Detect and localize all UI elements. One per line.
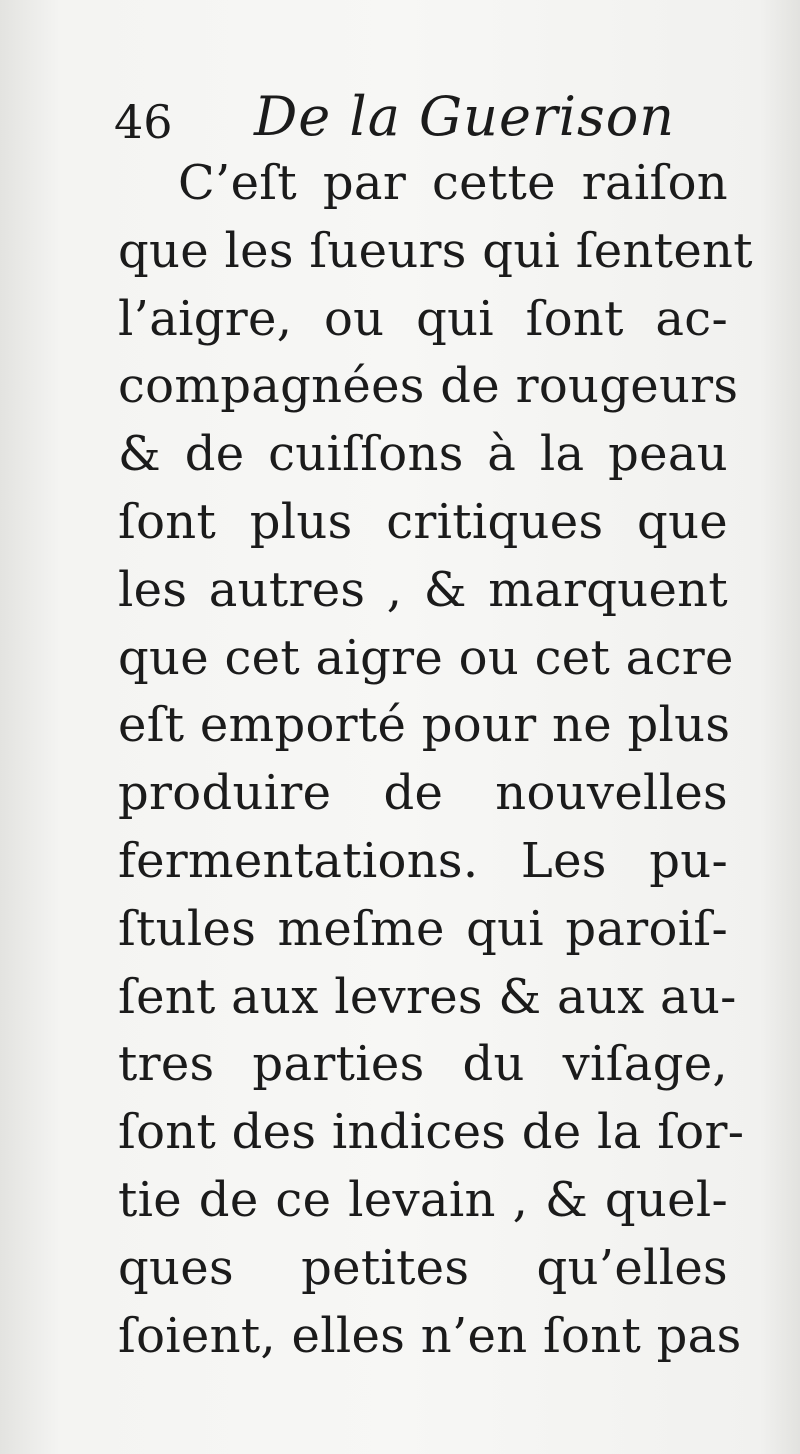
text-line: ſtules meſme qui paroiſ- bbox=[118, 900, 728, 957]
text-line: ſont plus critiques que bbox=[118, 493, 728, 550]
text-line: que cet aigre ou cet acre bbox=[118, 629, 734, 686]
text-line: C’eſt par cette raiſon bbox=[178, 155, 728, 211]
text-line: fermentations. Les pu- bbox=[118, 832, 728, 889]
text-line: que les ſueurs qui ſentent bbox=[118, 222, 753, 279]
text-line: ſent aux levres & aux au- bbox=[118, 968, 737, 1025]
text-line: tie de ce levain , & quel- bbox=[118, 1171, 728, 1228]
page-number: 46 bbox=[114, 95, 173, 149]
text-line: ſoient, elles n’en ſont pas bbox=[118, 1307, 742, 1364]
text-line: & de cuiſſons à la peau bbox=[118, 426, 728, 483]
running-head: De la Guerison bbox=[254, 85, 676, 148]
body-text bbox=[118, 150, 753, 1370]
text-line: tres parties du viſage, bbox=[118, 1036, 728, 1093]
text-line: ſont des indices de la ſor- bbox=[118, 1104, 745, 1161]
text-line: ques petites qu’elles bbox=[118, 1239, 728, 1296]
text-line: les autres , & marquent bbox=[118, 561, 728, 618]
text-line: eſt emporté pour ne plus bbox=[118, 697, 731, 754]
text-line: produire de nouvelles bbox=[118, 765, 728, 822]
text-line: l’aigre, ou qui ſont ac- bbox=[118, 290, 728, 347]
text-line: compagnées de rougeurs bbox=[118, 358, 739, 415]
page-header bbox=[114, 84, 734, 154]
